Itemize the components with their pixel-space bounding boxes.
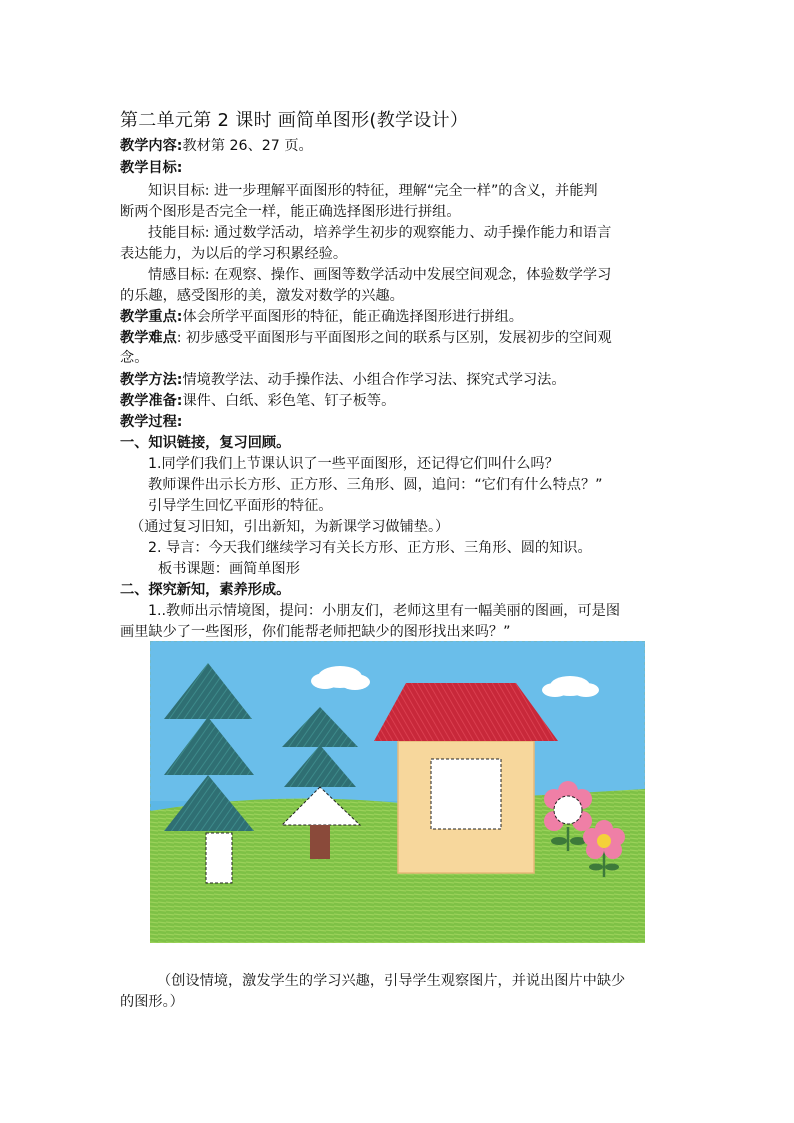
content-line: [120, 136, 313, 156]
emotion-objective-2: 的乐趣，感受图形的美，激发对数学的兴趣。: [120, 288, 404, 304]
section2-p2: 画里缺少了一些图形，你们能帮老师把缺少的图形找出来吗？”: [120, 624, 511, 640]
process-heading: 教学过程:: [120, 414, 183, 430]
emotion-objective-1: 情感目标: 在观察、操作、画图等数学活动中发展空间观念，体验数学学习: [148, 267, 612, 283]
house: [374, 683, 558, 873]
section1-p6: 板书课题：画简单图形: [158, 561, 300, 577]
difficulty-line-2: 念。: [120, 350, 149, 366]
tree-trunk: [310, 825, 330, 859]
section2-heading: 二、探究新知，素养形成。: [120, 582, 291, 598]
knowledge-objective-2: 断两个图形是否完全一样，能正确选择图形进行拼组。: [120, 204, 461, 220]
scene-illustration: [150, 641, 645, 943]
page-title: 第二单元第 2 课时 画简单图形(教学设计）: [120, 110, 469, 131]
section2-note-1: （创设情境，激发学生的学习兴趣，引导学生观察图片，并说出图片中缺少: [157, 973, 626, 989]
missing-rectangle-trunk: [206, 833, 232, 883]
method-line: 教学方法:情境教学法、动手操作法、小组合作学习法、探究式学习法。: [120, 372, 566, 388]
skill-objective-1: 技能目标: 通过数学活动，培养学生初步的观察能力、动手操作能力和语言: [148, 225, 612, 241]
section2-p1: 1..教师出示情境图，提问：小朋友们，老师这里有一幅美丽的图画，可是图: [148, 603, 621, 619]
skill-objective-2: 表达能力，为以后的学习积累经验。: [120, 246, 348, 262]
difficulty-line: 教学难点: 初步感受平面图形与平面图形之间的联系与区别，发展初步的空间观: [120, 330, 612, 346]
section1-p2: 教师课件出示长方形、正方形、三角形、圆，追问：“它们有什么特点？”: [148, 477, 603, 493]
missing-square-window: [431, 759, 501, 829]
section1-p3: 引导学生回忆平面形的特征。: [148, 498, 333, 514]
section1-p5: 2. 导言：今天我们继续学习有关长方形、正方形、三角形、圆的知识。: [148, 540, 592, 556]
content-label: 教学内容:: [120, 138, 183, 154]
content-text: 教材第 26、27 页。: [182, 138, 313, 154]
section1-p4: （通过复习旧知，引出新知，为新课学习做铺垫。）: [130, 519, 450, 535]
missing-circle-center: [554, 796, 582, 824]
section2-note-2: 的图形。）: [120, 994, 184, 1010]
knowledge-objective-1: 知识目标: 进一步理解平面图形的特征，理解“完全一样”的含义，并能判: [148, 183, 598, 199]
preparation-line: 教学准备:课件、白纸、彩色笔、钉子板等。: [120, 393, 396, 409]
section1-p1: 1.同学们我们上节课认识了一些平面图形，还记得它们叫什么吗？: [148, 456, 559, 472]
section1-heading: 一、知识链接，复习回顾。: [120, 435, 291, 451]
key-point-line: 教学重点:体会所学平面图形的特征，能正确选择图形进行拼组。: [120, 309, 523, 325]
objectives-heading: 教学目标:: [120, 160, 183, 176]
